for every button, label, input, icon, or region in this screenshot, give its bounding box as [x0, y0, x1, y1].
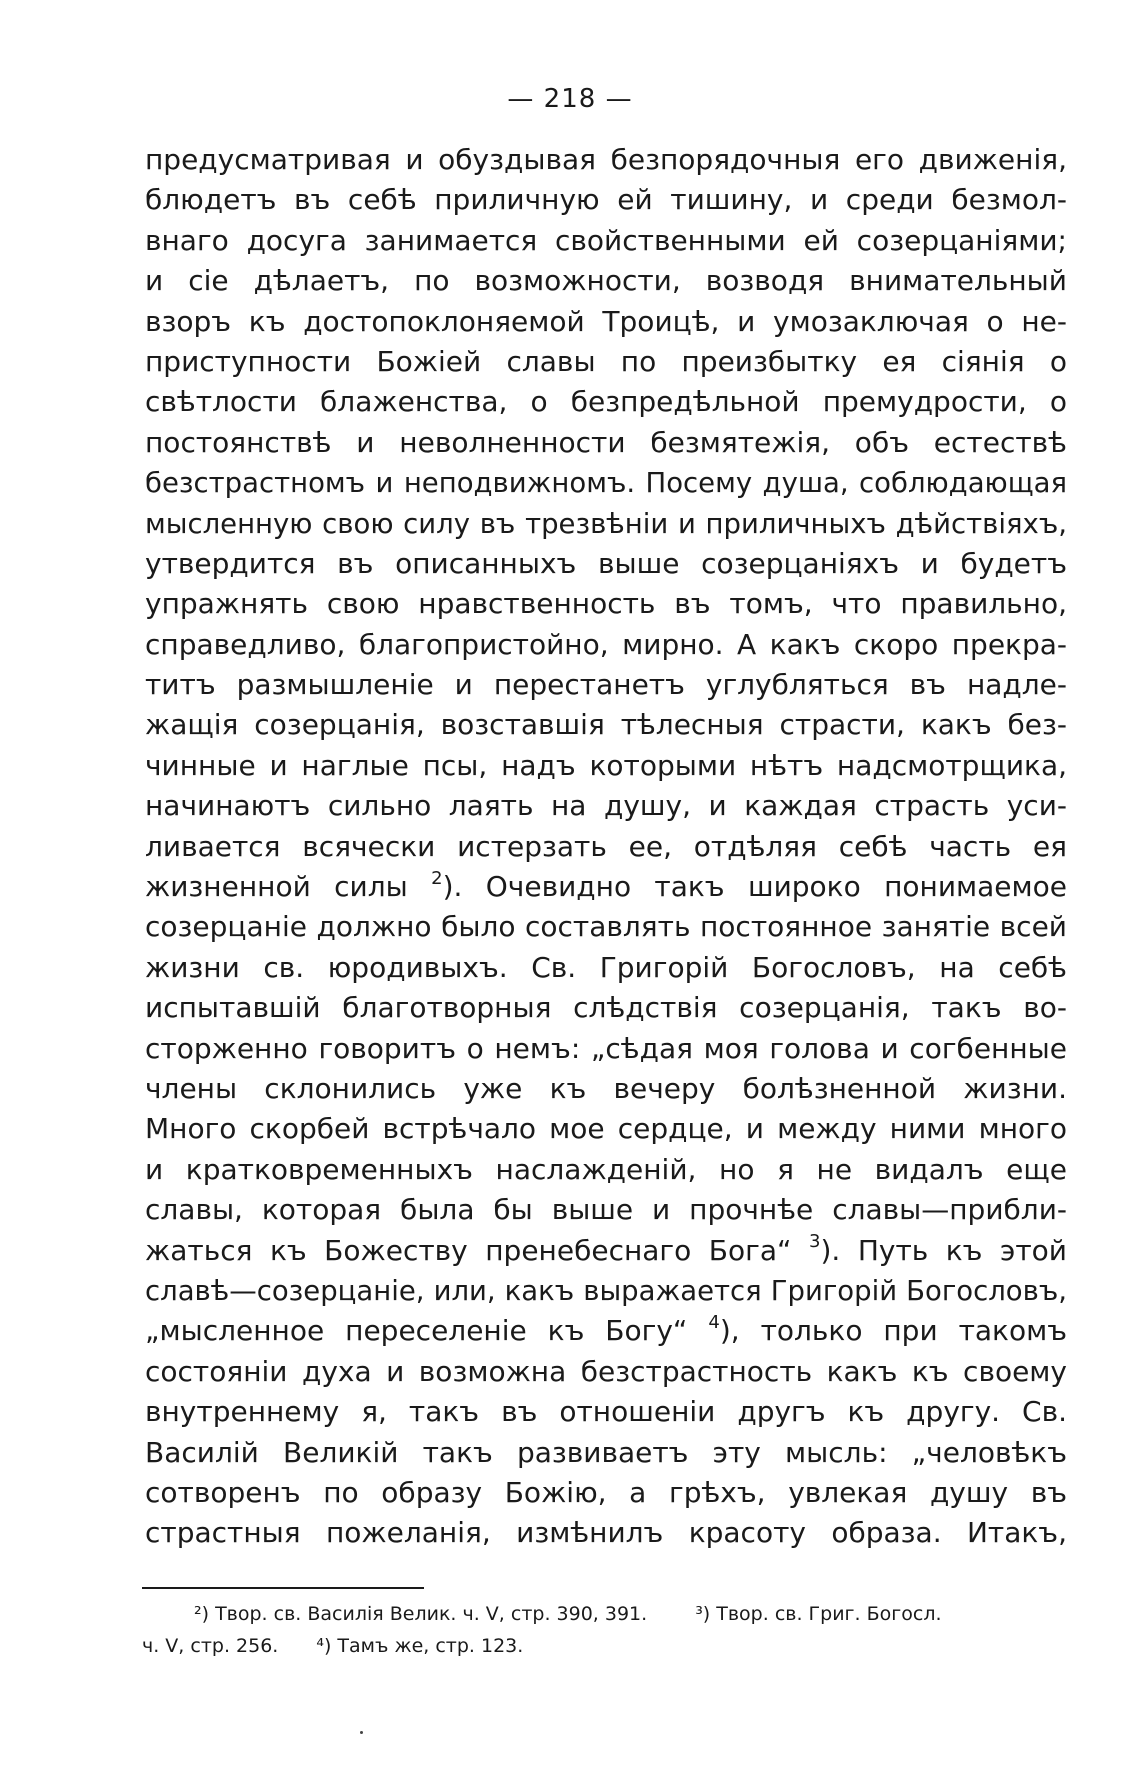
- text-line: испытавшій благотворныя слѣдствія созерцанія, такъ во-: [145, 991, 1067, 1025]
- print-speck: [360, 1731, 363, 1734]
- text-segment: жаться къ Божеству пренебеснаго Бога“: [145, 1233, 792, 1267]
- text-line: Василій Великій такъ развиваетъ эту мысль: „человѣкъ: [145, 1435, 1067, 1469]
- text-line: титъ размышленіе и перестанетъ углубляться въ надле-: [145, 668, 1067, 702]
- text-line: постоянствѣ и неволненности безмятежія, объ естествѣ: [145, 425, 1067, 459]
- footnote-marker: 3: [809, 1231, 821, 1253]
- text-line: состояніи духа и возможна безстрастность какъ къ своему: [145, 1354, 1067, 1388]
- footnote-line: [142, 1598, 1067, 1630]
- text-segment: ). Путь къ этой: [820, 1233, 1067, 1267]
- text-line: блюдетъ въ себѣ приличную ей тишину, и среди безмол-: [145, 183, 1067, 217]
- text-line: утвердится въ описанныхъ выше созерцаніяхъ и будетъ: [145, 546, 1067, 580]
- text-segment: „мысленное переселеніе къ Богу“: [145, 1314, 688, 1348]
- text-line: ливается всячески истерзать ее, отдѣляя себѣ часть ея: [145, 829, 1067, 863]
- text-line: чинные и наглые псы, надъ которыми нѣтъ надсмотрщика,: [145, 748, 1067, 782]
- body-text: [145, 140, 1067, 1554]
- footnote-marker: 4: [708, 1312, 720, 1333]
- footnotes: [142, 1598, 1067, 1662]
- footnote-rule: [142, 1587, 424, 1589]
- text-line: и сіе дѣлаетъ, по возможности, возводя внимательный: [145, 264, 1067, 298]
- text-line: мысленную свою силу въ трезвѣніи и приличныхъ дѣйствіяхъ,: [145, 507, 1067, 540]
- text-line: упражнять свою нравственность въ томъ, что правильно,: [145, 587, 1067, 621]
- footnote-2: ²) Твор. св. Василія Велик. ч. V, стр. 390, 391.: [194, 1603, 648, 1625]
- text-line: взоръ къ достопоклоняемой Троицѣ, и умозаключая о не-: [145, 304, 1067, 338]
- text-line: безстрастномъ и неподвижномъ. Посему душа, соблюдающая: [145, 467, 1067, 500]
- text-line: и кратковременныхъ наслажденій, но я не видалъ еще: [145, 1152, 1067, 1186]
- text-line: предусматривая и обуздывая безпорядочныя его движенія,: [145, 143, 1067, 176]
- text-line-with-footnote: [145, 867, 1067, 907]
- text-line: сторженно говоритъ о немъ: „сѣдая моя голова и согбенные: [145, 1031, 1067, 1065]
- text-segment: ), только при такомъ: [719, 1314, 1067, 1348]
- text-line: члены склонились уже къ вечеру болѣзненной жизни.: [145, 1071, 1067, 1105]
- text-line: начинаютъ сильно лаять на душу, и каждая страсть уси-: [145, 789, 1067, 823]
- page-number: — 218 —: [507, 84, 633, 114]
- text-line: славѣ—созерцаніе, или, какъ выражается Григорій Богословъ,: [145, 1274, 1067, 1307]
- text-line: славы, которая была бы выше и прочнѣе славы—прибли-: [145, 1193, 1067, 1227]
- text-line: созерцаніе должно было составлять постоянное занятіе всей: [145, 910, 1067, 944]
- text-line-with-footnote: [145, 1311, 1067, 1351]
- text-segment: жизненной силы: [145, 870, 408, 904]
- text-line: жащія созерцанія, возставшія тѣлесныя страсти, какъ без-: [145, 708, 1067, 742]
- footnote-line: [142, 1630, 1067, 1662]
- text-line: сотворенъ по образу Божію, а грѣхъ, увлекая душу въ: [145, 1475, 1067, 1509]
- footnote-3-continued: ч. V, стр. 256.: [142, 1635, 279, 1657]
- text-line: жизни св. юродивыхъ. Св. Григорій Богословъ, на себѣ: [145, 950, 1067, 984]
- text-line: внаго досуга занимается свойственными ей созерцаніями;: [145, 223, 1067, 257]
- text-line: справедливо, благопристойно, мирно. А какъ скоро прекра-: [145, 627, 1067, 661]
- footnote-3: ³) Твор. св. Григ. Богосл.: [695, 1603, 942, 1625]
- text-line: страстныя пожеланія, измѣнилъ красоту образа. Итакъ,: [145, 1516, 1067, 1550]
- text-segment: ). Очевидно такъ широко понимаемое: [442, 870, 1068, 904]
- text-line: свѣтлости блаженства, о безпредѣльной премудрости, о: [145, 385, 1067, 419]
- footnote-marker: 2: [431, 867, 443, 889]
- text-line: приступности Божіей славы по преизбытку ея сіянія о: [145, 344, 1067, 378]
- footnote-4: ⁴) Тамъ же, стр. 123.: [316, 1635, 524, 1657]
- text-line-with-footnote: [145, 1231, 1067, 1271]
- text-line: Много скорбей встрѣчало мое сердце, и между ними много: [145, 1112, 1067, 1146]
- text-line: внутреннему я, такъ въ отношеніи другъ къ другу. Св.: [145, 1395, 1067, 1429]
